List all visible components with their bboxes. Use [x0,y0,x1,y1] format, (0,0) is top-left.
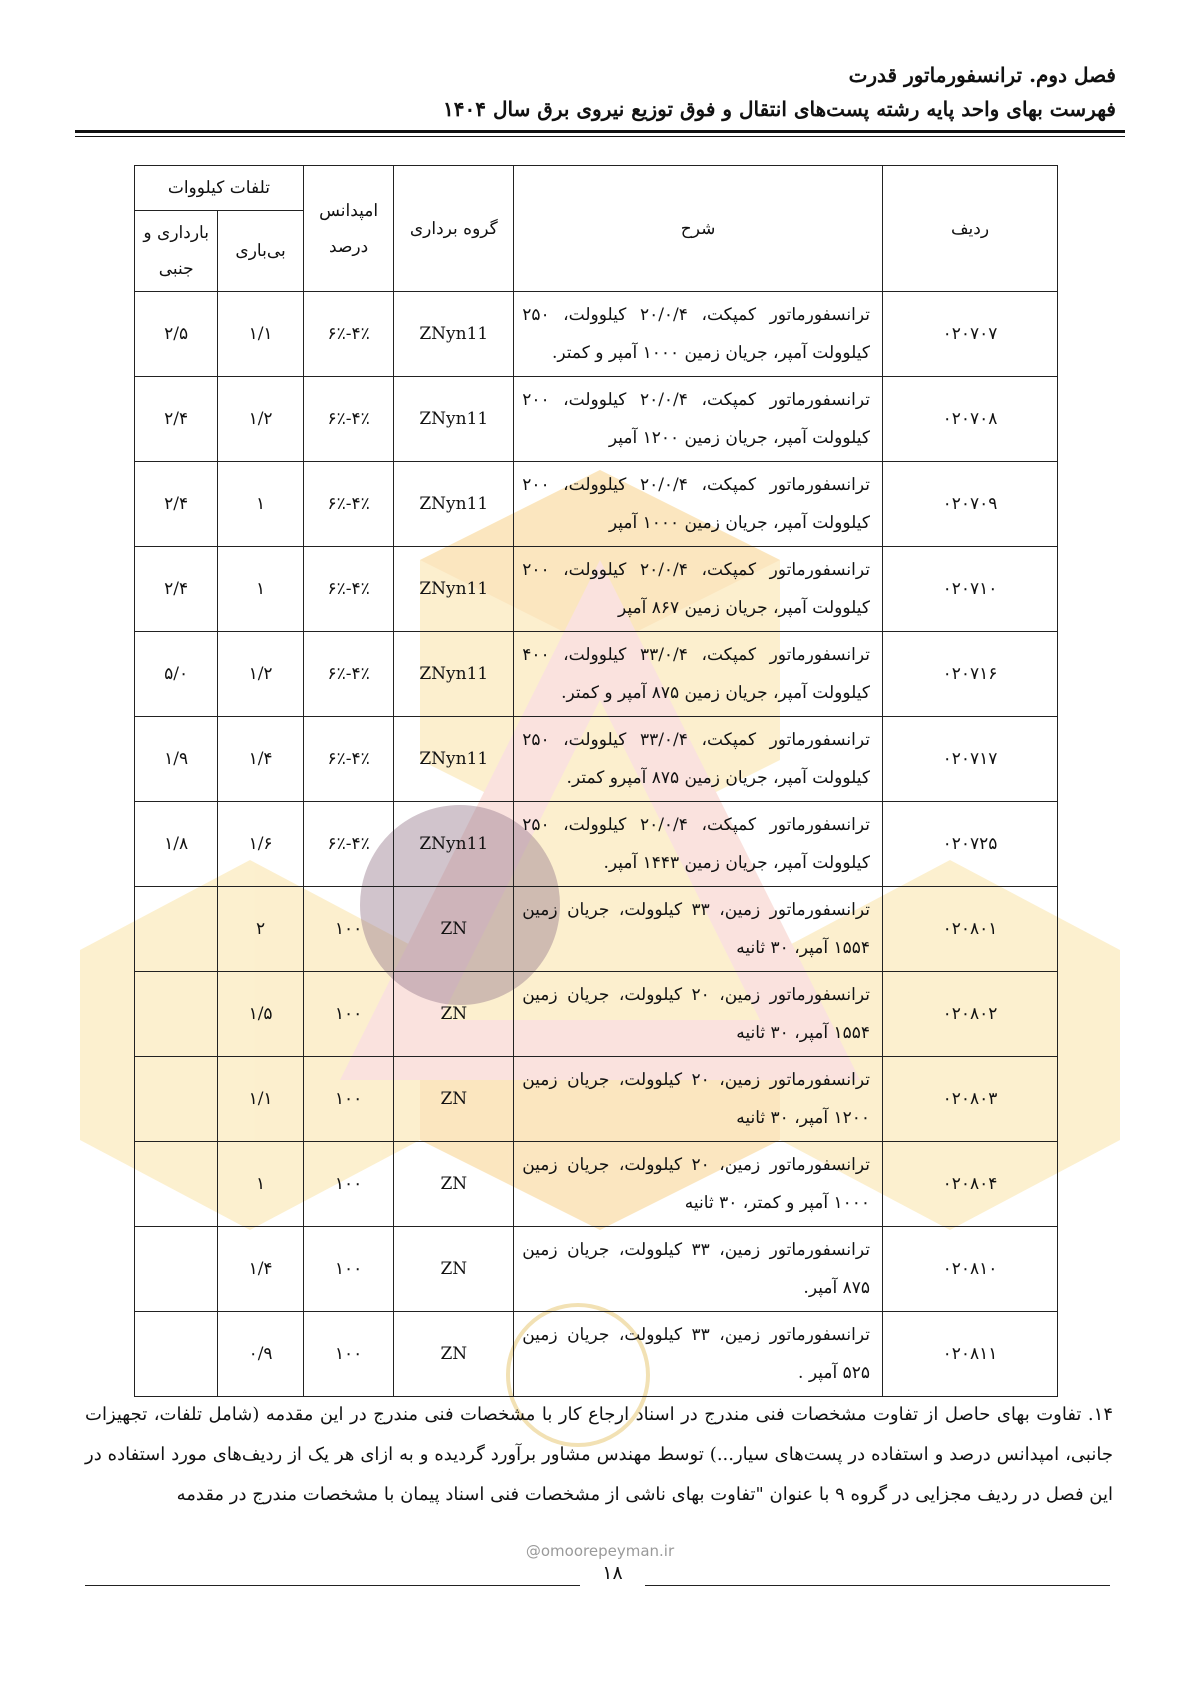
cell-description: ترانسفورماتور زمین، ۲۰ کیلوولت، جریان زمین ۱۰۰۰ آمپر و کمتر، ۳۰ ثانیه [514,1142,883,1227]
cell-load: ۲/۴ [135,377,218,462]
cell-vector-group: ZN [394,1227,514,1312]
cell-impedance: ۴٪-۶٪ [303,377,394,462]
cell-vector-group: ZN [394,1312,514,1397]
cell-no-load: ۱/۶ [218,802,303,887]
cell-no-load: ۱/۱ [218,1057,303,1142]
cell-impedance: ۱۰۰ [303,1142,394,1227]
cell-row-id: ۰۲۰۷۲۵ [882,802,1057,887]
price-table [134,165,1058,1397]
cell-description: ترانسفورماتور کمپکت، ۲۰/۰/۴ کیلوولت، ۲۰۰ کیلوولت آمپر، جریان زمین ۱۲۰۰ آمپر [514,377,883,462]
table-row [135,547,1058,632]
cell-vector-group: ZNyn11 [394,717,514,802]
cell-impedance: ۴٪-۶٪ [303,717,394,802]
cell-load [135,1227,218,1312]
header-losses: تلفات کیلووات [135,166,304,211]
cell-impedance: ۱۰۰ [303,1057,394,1142]
cell-load [135,972,218,1057]
cell-row-id: ۰۲۰۷۱۶ [882,632,1057,717]
table-row [135,1057,1058,1142]
footer-rule-left [85,1585,580,1586]
cell-load: ۲/۵ [135,292,218,377]
table-row [135,377,1058,462]
cell-description: ترانسفورماتور زمین، ۳۳ کیلوولت، جریان زمین ۵۲۵ آمپر . [514,1312,883,1397]
cell-load: ۱/۹ [135,717,218,802]
cell-description: ترانسفورماتور کمپکت، ۲۰/۰/۴ کیلوولت، ۲۵۰ کیلوولت آمپر، جریان زمین ۱۰۰۰ آمپر و کمتر. [514,292,883,377]
cell-no-load: ۱/۲ [218,632,303,717]
cell-row-id: ۰۲۰۷۰۹ [882,462,1057,547]
cell-no-load: ۱ [218,462,303,547]
table-row [135,1312,1058,1397]
cell-no-load: ۱/۱ [218,292,303,377]
cell-impedance: ۴٪-۶٪ [303,462,394,547]
table-body [135,292,1058,1397]
cell-vector-group: ZNyn11 [394,377,514,462]
cell-vector-group: ZNyn11 [394,292,514,377]
cell-load [135,887,218,972]
cell-no-load: ۱ [218,547,303,632]
cell-vector-group: ZN [394,1057,514,1142]
page-header [76,60,1116,124]
cell-description: ترانسفورماتور زمین، ۳۳ کیلوولت، جریان زمین ۸۷۵ آمپر. [514,1227,883,1312]
cell-row-id: ۰۲۰۷۰۷ [882,292,1057,377]
cell-description: ترانسفورماتور کمپکت، ۲۰/۰/۴ کیلوولت، ۲۰۰ کیلوولت آمپر، جریان زمین ۱۰۰۰ آمپر [514,462,883,547]
cell-row-id: ۰۲۰۸۰۱ [882,887,1057,972]
cell-description: ترانسفورماتور کمپکت، ۲۰/۰/۴ کیلوولت، ۲۰۰ کیلوولت آمپر، جریان زمین ۸۶۷ آمپر [514,547,883,632]
table-row [135,1142,1058,1227]
header-no-load: بی‌باری [218,211,303,292]
cell-description: ترانسفورماتور کمپکت، ۲۰/۰/۴ کیلوولت، ۲۵۰ کیلوولت آمپر، جریان زمین ۱۴۴۳ آمپر. [514,802,883,887]
cell-impedance: ۱۰۰ [303,1312,394,1397]
chapter-title: فصل دوم. ترانسفورماتور قدرت [848,63,1116,87]
footer-rule-right [645,1585,1110,1586]
cell-no-load: ۱/۴ [218,1227,303,1312]
cell-row-id: ۰۲۰۷۱۷ [882,717,1057,802]
cell-row-id: ۰۲۰۸۱۰ [882,1227,1057,1312]
note-paragraph: ۱۴. تفاوت بهای حاصل از تفاوت مشخصات فنی مندرج در اسناد ارجاع کار با مشخصات فنی مندرج در این مقدمه (شامل تلفات، تجهیزات جانبی، امپدانس درصد و استفاده در پست‌های سیار...) توسط مهندس مشاور برآورد گردیده و به ازای هر یک از ردیف‌های مورد استفاده در این فصل در ردیف مجزایی در گروه ۹ با عنوان "تفاوت بهای ناشی از مشخصات فنی اسناد پیمان با مشخصات مندرج در مقدمه [85,1404,1113,1505]
cell-no-load: ۱/۴ [218,717,303,802]
header-rule-thin [75,136,1125,137]
cell-no-load: ۱/۲ [218,377,303,462]
cell-vector-group: ZN [394,972,514,1057]
cell-impedance: ۱۰۰ [303,1227,394,1312]
cell-description: ترانسفورماتور کمپکت، ۳۳/۰/۴ کیلوولت، ۲۵۰ کیلوولت آمپر، جریان زمین ۸۷۵ آمپرو کمتر. [514,717,883,802]
cell-impedance: ۴٪-۶٪ [303,292,394,377]
cell-description: ترانسفورماتور زمین، ۳۳ کیلوولت، جریان زمین ۱۵۵۴ آمپر، ۳۰ ثانیه [514,887,883,972]
cell-no-load: ۱ [218,1142,303,1227]
cell-no-load: ۲ [218,887,303,972]
header-description: شرح [514,166,883,292]
table-row [135,1227,1058,1312]
cell-row-id: ۰۲۰۸۱۱ [882,1312,1057,1397]
table-row [135,972,1058,1057]
cell-row-id: ۰۲۰۸۰۳ [882,1057,1057,1142]
cell-load: ۵/۰ [135,632,218,717]
cell-description: ترانسفورماتور زمین، ۲۰ کیلوولت، جریان زمین ۱۵۵۴ آمپر، ۳۰ ثانیه [514,972,883,1057]
cell-load [135,1057,218,1142]
header-impedance: امپدانس درصد [303,166,394,292]
cell-load [135,1142,218,1227]
header-rule-thick [75,130,1125,133]
cell-description: ترانسفورماتور کمپکت، ۳۳/۰/۴ کیلوولت، ۴۰۰ کیلوولت آمپر، جریان زمین ۸۷۵ آمپر و کمتر. [514,632,883,717]
table-row [135,802,1058,887]
header-row-id: ردیف [882,166,1057,292]
cell-description: ترانسفورماتور زمین، ۲۰ کیلوولت، جریان زمین ۱۲۰۰ آمپر، ۳۰ ثانیه [514,1057,883,1142]
cell-load [135,1312,218,1397]
cell-vector-group: ZNyn11 [394,547,514,632]
table-row [135,462,1058,547]
cell-vector-group: ZNyn11 [394,632,514,717]
cell-vector-group: ZNyn11 [394,802,514,887]
cell-vector-group: ZN [394,1142,514,1227]
cell-impedance: ۴٪-۶٪ [303,632,394,717]
table-row [135,632,1058,717]
header-load: بارداری و جنبی [135,211,218,292]
header-vector-group: گروه برداری [394,166,514,292]
cell-vector-group: ZNyn11 [394,462,514,547]
page-number: ۱۸ [602,1562,623,1584]
cell-impedance: ۴٪-۶٪ [303,802,394,887]
cell-row-id: ۰۲۰۸۰۴ [882,1142,1057,1227]
cell-vector-group: ZN [394,887,514,972]
cell-load: ۱/۸ [135,802,218,887]
table-row [135,887,1058,972]
document-subtitle: فهرست بهای واحد پایه رشته پست‌های انتقال و فوق توزیع نیروی برق سال ۱۴۰۴ [443,97,1116,121]
cell-load: ۲/۴ [135,462,218,547]
cell-no-load: ۱/۵ [218,972,303,1057]
cell-impedance: ۱۰۰ [303,887,394,972]
cell-impedance: ۴٪-۶٪ [303,547,394,632]
table-row [135,717,1058,802]
cell-impedance: ۱۰۰ [303,972,394,1057]
cell-row-id: ۰۲۰۷۰۸ [882,377,1057,462]
cell-no-load: ۰/۹ [218,1312,303,1397]
cell-row-id: ۰۲۰۷۱۰ [882,547,1057,632]
cell-row-id: ۰۲۰۸۰۲ [882,972,1057,1057]
watermark-website: @omoorepeyman.ir [525,1542,675,1560]
cell-load: ۲/۴ [135,547,218,632]
table-row [135,292,1058,377]
